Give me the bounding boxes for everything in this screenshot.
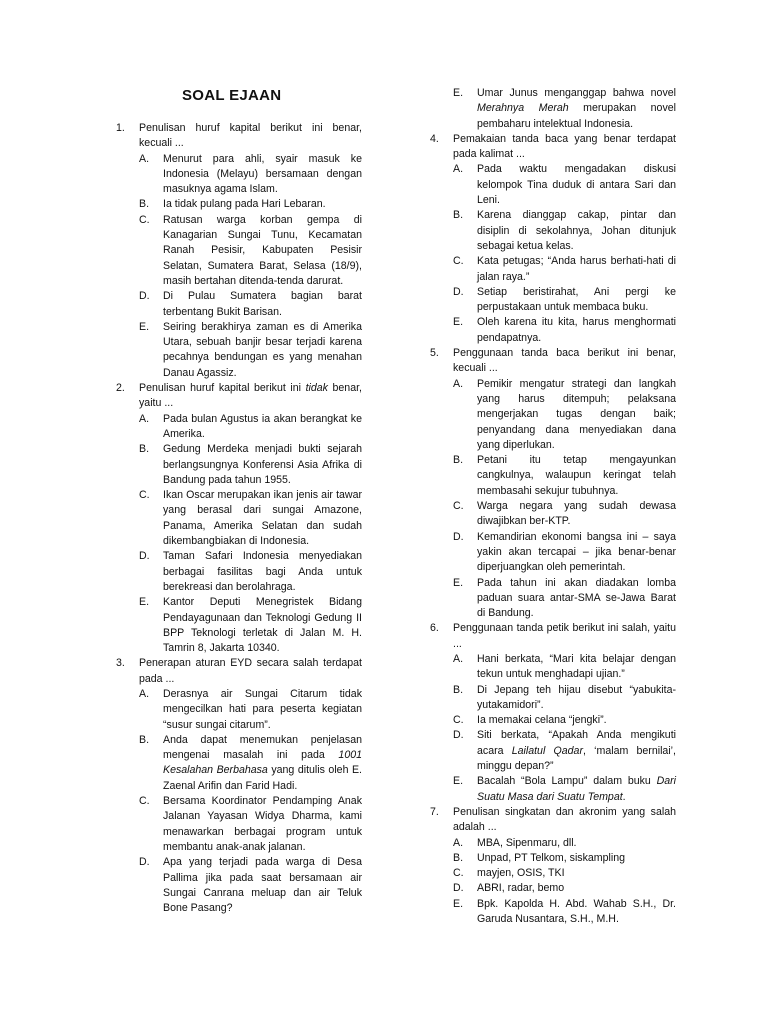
option-b [453,683,676,714]
option-label: C. [139,489,150,502]
option-label: E. [139,320,150,333]
option-label: A. [453,163,464,176]
option-label: C. [453,867,464,880]
option-text: Hani berkata, “Mari kita belajar dengan tekun untuk menghadapi ujian.” [477,652,676,681]
option-e [139,320,362,381]
option-label: D. [139,290,150,303]
question-4 [430,132,676,346]
question-text: Penulisan singkatan dan akronim yang salah adalah ... [453,805,676,834]
option-a [453,836,676,851]
option-label: D. [453,530,464,543]
option-e [453,774,676,805]
question-number: 7. [430,805,439,818]
option-label: E. [453,897,464,910]
option-text: Setiap beristirahat, Ani pergi ke perpustakaan untuk membaca buku. [477,285,676,314]
option-label: A. [139,152,150,165]
option-text: Apa yang terjadi pada warga di Desa Pallima jika pada saat bersamaan air Sungai Canrana meluap dan air Teluk Bone Pasang? [163,856,362,915]
option-text: Warga negara yang sudah dewasa diwajibkan ber-KTP. [477,500,676,528]
option-b [453,208,676,254]
question-number: 6. [430,622,439,635]
option-text: Pada waktu mengadakan diskusi kelompok Tina duduk di antara Sari dan Leni. [477,163,676,207]
option-text: ABRI, radar, bemo [477,882,565,895]
option-label: A. [139,412,150,425]
option-label: C. [139,795,150,808]
option-label: B. [453,454,464,467]
option-text: Pemikir mengatur strategi dan langkah yang harus ditempuh; pelaksana mengerjakan tugas dengan baik; penyandang dana menyediakan dana yang diperlukan. [477,377,676,451]
question-text: Penulisan huruf kapital berikut ini tidak benar, yaitu ... [139,382,362,410]
option-label: D. [453,285,464,298]
option-text: Seiring berakhirya zaman es di Amerika Utara, sebuah banjir besar terjadi karena pecahnya bendungan es yang menahan Danau Agassiz. [163,320,362,379]
option-label: B. [139,733,150,746]
option-a [139,152,362,198]
option-b [453,453,676,499]
option-c [453,499,676,530]
question-number: 3. [116,657,125,670]
option-text: Di Pulau Sumatera bagian barat terbentang Bukit Barisan. [163,290,362,318]
option-e [453,315,676,346]
option-e [139,595,362,656]
option-c [453,254,676,285]
option-text: Kantor Deputi Menegristek Bidang Pendayagunaan dan Teknologi Gedung II BPP Teknologi terletak di Jalan M. H. Tamrin 8, Jakarta 10340. [163,596,362,655]
option-a [453,377,676,453]
option-text: Di Jepang teh hijau disebut “yabukita-yutakamidori”. [477,683,676,711]
option-c [139,213,362,289]
option-e [453,576,676,622]
option-label: D. [139,856,150,869]
question-number: 4. [430,132,439,145]
option-label: B. [453,683,464,696]
option-e [453,86,676,132]
option-d [453,728,676,774]
question-5 [430,346,676,621]
option-label: E. [453,316,464,329]
option-label: C. [453,255,464,268]
option-label: B. [139,443,150,456]
option-text: Bacalah “Bola Lampu” dalam buku Dari Suatu Masa dari Suatu Tempat. [477,775,676,803]
question-3 [116,656,362,916]
option-c [453,713,676,728]
option-text: Ia tidak pulang pada Hari Lebaran. [163,198,326,211]
question-text: Penulisan huruf kapital berikut ini benar, kecuali ... [139,122,362,150]
option-text: Karena dianggap cakap, pintar dan disiplin di sekolahnya, Johan ditunjuk sebagai ketua kelas. [477,209,676,252]
option-text: Umar Junus menganggap bahwa novel Merahnya Merah merupakan novel pembaharu intelektual Indonesia. [477,87,676,130]
option-text: Oleh karena itu kita, harus menghormati pendapatnya. [477,316,676,344]
option-label: E. [453,775,464,788]
option-label: C. [453,500,464,513]
option-a [453,162,676,208]
question-7 [430,805,676,927]
question-text: Penerapan aturan EYD secara salah terdapat pada ... [139,657,362,685]
option-text: Ratusan warga korban gempa di Kanagarian Sungai Tunu, Kecamatan Ranah Pesisir, Kabupaten Pesisir Selatan, Sumatera Barat, Selasa (18/9), masih bertahan ditenda-tenda darurat. [163,213,362,287]
option-d [453,285,676,316]
question-text: Pemakaian tanda baca yang benar terdapat pada kalimat ... [453,132,676,161]
option-text: Petani itu tetap mengayunkan cangkulnya, walaupun keringat telah membasahi sekujur tubuhnya. [477,454,676,497]
option-text: Kata petugas; “Anda harus berhati-hati di jalan raya.” [477,255,676,283]
option-text: Gedung Merdeka menjadi bukti sejarah berlangsungnya Konferensi Asia Afrika di Bandung pada tahun 1955. [163,443,362,486]
option-b [139,733,362,794]
option-label: A. [453,377,464,390]
option-text: Ikan Oscar merupakan ikan jenis air tawar yang berasal dari sungai Amazone, Panama, Amerika Selatan dan sudah dikembangbiakan di Indonesia. [163,489,362,548]
option-label: A. [453,836,464,849]
option-text: Menurut para ahli, syair masuk ke Indonesia (Melayu) bersamaan dengan masuknya agama Islam. [163,152,362,196]
option-d [453,530,676,576]
option-e [453,897,676,928]
option-d [139,289,362,320]
question-text: Penggunaan tanda baca berikut ini benar, kecuali ... [453,347,676,375]
option-text: Kemandirian ekonomi bangsa ini – saya yakin akan tercapai – jika benar-benar diperjuangkan oleh pemerintah. [477,530,676,574]
question-6 [430,621,676,805]
option-label: B. [139,198,150,211]
option-label: D. [453,729,464,742]
option-text: MBA, Sipenmaru, dll. [477,836,577,849]
option-text: Taman Safari Indonesia menyediakan berbagai fasilitas bagi Anda untuk berekreasi dan berolahraga. [163,550,362,593]
page-title: SOAL EJAAN [182,87,282,104]
question-number: 5. [430,347,439,360]
option-c [139,488,362,549]
option-b [139,197,362,212]
option-c [139,794,362,855]
question-2 [116,381,362,656]
left-column [116,121,362,916]
question-3-continued [430,86,676,132]
option-label: C. [453,714,464,727]
option-d [453,881,676,896]
option-text: Siti berkata, “Apakah Anda mengikuti acara Lailatul Qadar, ‘malam bernilai’, minggu depan?” [477,729,676,773]
question-text: Penggunaan tanda petik berikut ini salah, yaitu ... [453,622,676,650]
option-label: C. [139,213,150,226]
option-text: Ia memakai celana “jengki”. [477,714,607,727]
option-label: E. [453,87,464,99]
option-a [453,652,676,683]
option-label: E. [139,596,150,609]
option-b [139,442,362,488]
option-c [453,866,676,881]
option-label: E. [453,576,464,589]
option-text: mayjen, OSIS, TKI [477,867,565,880]
option-label: D. [453,882,464,895]
option-label: A. [453,652,464,665]
option-a [139,412,362,443]
option-d [139,549,362,595]
option-text: Bersama Koordinator Pendamping Anak Jalanan Yayasan Widya Dharma, kami menawarkan berbagai program untuk membantu anak-anak jalanan. [163,795,362,853]
option-a [139,687,362,733]
option-b [453,851,676,866]
option-text: Bpk. Kapolda H. Abd. Wahab S.H., Dr. Garuda Nusantara, S.H., M.H. [477,897,676,926]
option-label: A. [139,687,150,700]
option-label: D. [139,550,150,563]
option-text: Pada tahun ini akan diadakan lomba paduan suara antar-SMA se-Jawa Barat di Bandung. [477,576,676,620]
option-label: B. [453,851,464,864]
option-text: Derasnya air Sungai Citarum tidak mengecilkan hati para peserta kegiatan “susur sungai citarum”. [163,687,362,731]
question-1 [116,121,362,381]
option-label: B. [453,209,464,222]
option-text: Anda dapat menemukan penjelasan mengenai masalah ini pada 1001 Kesalahan Berbahasa yang ditulis oleh E. Zaenal Arifin dan Farid Hadi. [163,733,362,792]
question-number: 2. [116,382,125,395]
right-column [430,86,676,927]
option-text: Unpad, PT Telkom, siskampling [477,851,625,864]
question-number: 1. [116,122,125,134]
option-text: Pada bulan Agustus ia akan berangkat ke Amerika. [163,412,362,440]
option-d [139,855,362,916]
